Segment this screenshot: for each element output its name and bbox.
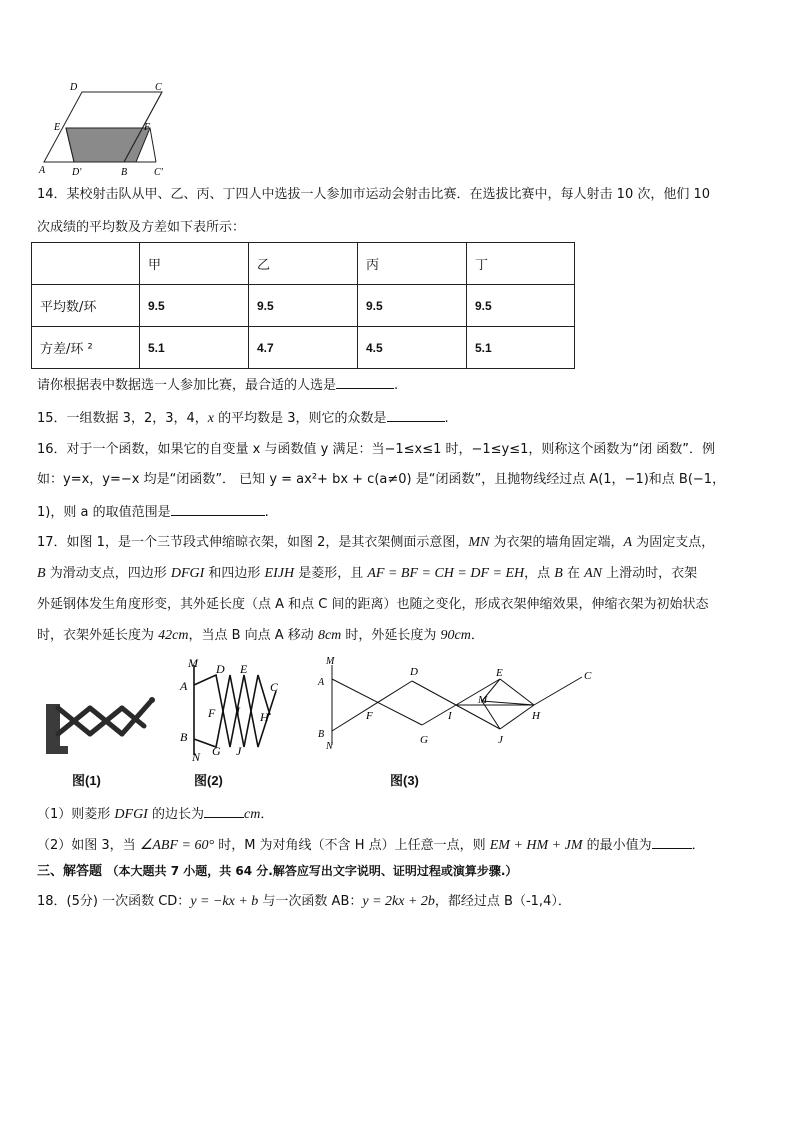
row-label-mean: 平均数/环 (32, 285, 140, 327)
rack-schematic-fig3 (314, 655, 598, 755)
table-cell: 5.1 (140, 327, 249, 369)
rack-bar (122, 700, 152, 734)
table-cell: 4.5 (358, 327, 467, 369)
label-A: A (39, 165, 46, 176)
q16-line1: 16．对于一个函数，如果它的自变量 x 与函数值 y 满足：当−1≤x≤1 时，−1≤y≤1，则称这个函数为“闭 函数”．例 (37, 442, 716, 457)
q17-math: DFGI (114, 807, 148, 822)
q17-math: B (37, 566, 46, 581)
q15-end: . (444, 411, 449, 426)
table-header-bing: 丙 (358, 243, 467, 285)
q14-end: . (394, 378, 399, 393)
answer-blank[interactable] (387, 409, 445, 422)
table-header-row (32, 243, 575, 285)
q17-text: 为衣架的墙角固定端， (489, 535, 624, 550)
label-H: H (532, 710, 540, 722)
rack-schematic-fig2 (172, 655, 292, 765)
label-J: J (498, 734, 503, 746)
answer-blank[interactable] (652, 836, 692, 849)
q17-math: MN (468, 535, 490, 550)
q17-text: （2）如图 3，当 (37, 838, 140, 853)
q17-math: AN (584, 566, 602, 581)
q17-math: cm (243, 807, 261, 822)
q17-math: 8cm (317, 628, 342, 643)
q17-text: 和四边形 (204, 566, 265, 581)
label-A: A (180, 679, 188, 693)
score-table (31, 242, 575, 369)
label-B: B (121, 167, 128, 176)
label-E: E (496, 667, 503, 679)
q18-text: ，都经过点 B（-1,4）． (434, 894, 571, 909)
q17-text: 17．如图 1，是一个三节段式伸缩晾衣架，如图 2，是其衣架侧面示意图， (37, 535, 469, 550)
label-D-prime: D' (72, 167, 82, 176)
label-N: N (326, 741, 333, 752)
q17-text: 是菱形，且 (294, 566, 368, 581)
caption-fig2: 图(2) (194, 773, 223, 788)
q17-math: EIJH (264, 566, 295, 581)
bar-i-j (456, 705, 500, 729)
answer-blank[interactable] (204, 805, 244, 818)
label-F: F (366, 710, 373, 722)
section3-note: （本大题共 7 小题，共 64 分.解答应写出文字说明、证明过程或演算步骤.） (106, 864, 518, 878)
q16-line3 (37, 503, 269, 522)
table-header-jia: 甲 (140, 243, 249, 285)
table-cell: 9.5 (249, 285, 358, 327)
q17-text: ，点 (524, 566, 555, 581)
q17-text: 时，外延长度为 (341, 628, 441, 643)
label-J: J (236, 744, 242, 758)
label-C: C (270, 680, 279, 694)
label-D: D (216, 662, 225, 676)
label-M-point: M (478, 694, 488, 706)
bar-d-i (412, 681, 456, 705)
table-cell: 5.1 (467, 327, 575, 369)
q17-line2 (37, 565, 697, 583)
q17-line1 (37, 534, 714, 552)
wall-mount-foot (46, 746, 68, 754)
q14-question (37, 376, 398, 395)
q17-math: EM + HM + JM (489, 838, 583, 853)
table-header-yi: 乙 (249, 243, 358, 285)
bar-e-h (500, 679, 534, 705)
q17-text: 的最小值为 (582, 838, 652, 853)
q17-line3: 外延钢体发生角度形变，其外延长度（点 A 和点 C 间的距离）也随之变化，形成衣架伸缩效果，伸缩衣架为初始状态 (37, 597, 709, 612)
caption-fig3: 图(3) (390, 773, 419, 788)
label-I: I (448, 710, 452, 722)
label-I: I (236, 704, 240, 718)
rack-end (149, 697, 155, 703)
q17-sub2 (37, 836, 705, 855)
q18-text: 18．(5分) 一次函数 CD： (37, 894, 191, 909)
table-cell: 4.7 (249, 327, 358, 369)
q17-text: 为固定支点， (632, 535, 715, 550)
bar-b-d (332, 681, 412, 731)
label-F: F (208, 706, 216, 720)
label-M: M (188, 656, 198, 670)
answer-blank[interactable] (171, 503, 265, 516)
bar-h-c (534, 677, 582, 705)
label-C-prime: C' (154, 167, 163, 176)
row-label-variance: 方差/环 ² (32, 327, 140, 369)
q15-pre: 15．一组数据 3，2，3，4， (37, 411, 208, 426)
q17-text: 在 (562, 566, 585, 581)
q17-text: 为滑动支点，四边形 (45, 566, 171, 581)
label-H: H (260, 710, 269, 724)
label-M: M (326, 656, 335, 667)
q17-text: 的边长为 (147, 807, 204, 822)
label-E: E (240, 662, 248, 676)
q17-text: ，当点 B 向点 A 移动 (188, 628, 318, 643)
q15-post: 的平均数是 3，则它的众数是 (213, 411, 387, 426)
table-row (32, 327, 575, 369)
q17-math: A (623, 535, 633, 550)
q17-text: ． (691, 838, 705, 853)
q16-end: . (264, 505, 269, 520)
parallelogram-figure (30, 78, 180, 176)
q15-var: x (207, 411, 214, 426)
label-D: D (410, 666, 418, 678)
q14-question-text: 请你根据表中数据选一人参加比赛，最合适的人选是 (37, 378, 337, 393)
q18-text: 与一次函数 AB： (258, 894, 363, 909)
answer-blank[interactable] (336, 376, 394, 389)
q17-math: 90cm (440, 628, 471, 643)
label-D: D (70, 82, 78, 93)
q14-line2: 次成绩的平均数及方差如下表所示： (37, 220, 246, 235)
shaded-trapezoid (66, 128, 150, 162)
label-C: C (584, 670, 592, 682)
label-G: G (212, 744, 221, 758)
q16-line3-text: 1)，则 a 的取值范围是 (37, 505, 171, 520)
bar-j-h (500, 705, 534, 729)
section3-title: 三、解答题 (37, 864, 103, 879)
q14-line1: 14．某校射击队从甲、乙、丙、丁四人中选拔一人参加市运动会射击比赛．在选拔比赛中，每人射击 10 次，他们 10 (37, 187, 711, 202)
label-E: E (54, 122, 61, 133)
table-cell: 9.5 (140, 285, 249, 327)
q17-line4 (37, 627, 484, 645)
q18-math: y = 2kx + 2b (362, 894, 435, 909)
q17-text: 上滑动时，衣架 (601, 566, 698, 581)
label-G: G (420, 734, 428, 746)
label-A: A (318, 677, 325, 688)
q17-math: 42cm (158, 628, 189, 643)
table-header-ding: 丁 (467, 243, 575, 285)
q17-text: ． (260, 807, 274, 822)
q17-math: AF = BF = CH = DF = EH (367, 566, 525, 581)
table-row (32, 285, 575, 327)
bar-a-g (332, 679, 422, 725)
table-cell: 9.5 (358, 285, 467, 327)
label-B: B (318, 729, 325, 740)
table-cell (32, 243, 140, 285)
q17-text: 时，衣架外延长度为 (37, 628, 159, 643)
q17-text: 时，M 为对角线（不含 H 点）上任意一点，则 (214, 838, 490, 853)
q17-sub1 (37, 805, 273, 824)
caption-fig1: 图(1) (72, 773, 101, 788)
q18 (37, 893, 571, 911)
clothes-rack-photo (44, 690, 160, 758)
q17-math: ∠ABF = 60° (139, 838, 215, 853)
q16-line2: 如：y=x，y=−x 均是“闭函数”． 已知 y = ax²+ bx + c(a≠0) 是“闭函数”，且抛物线经过点 A(1，−1)和点 B(−1， (37, 472, 726, 487)
q17-text: ． (470, 628, 484, 643)
q18-math: y = −kx + b (190, 894, 259, 909)
table-cell: 9.5 (467, 285, 575, 327)
q15 (37, 409, 449, 428)
segment-mh (482, 701, 534, 705)
label-C: C (155, 82, 162, 93)
q17-math: B (554, 566, 563, 581)
label-B: B (180, 730, 188, 744)
q17-math: DFGI (170, 566, 205, 581)
segment-fc-prime (150, 128, 156, 162)
section3-heading (37, 862, 517, 881)
segment-bc (124, 92, 162, 162)
q17-text: （1）则菱形 (37, 807, 115, 822)
label-F: F (144, 122, 151, 133)
label-N: N (192, 750, 201, 764)
